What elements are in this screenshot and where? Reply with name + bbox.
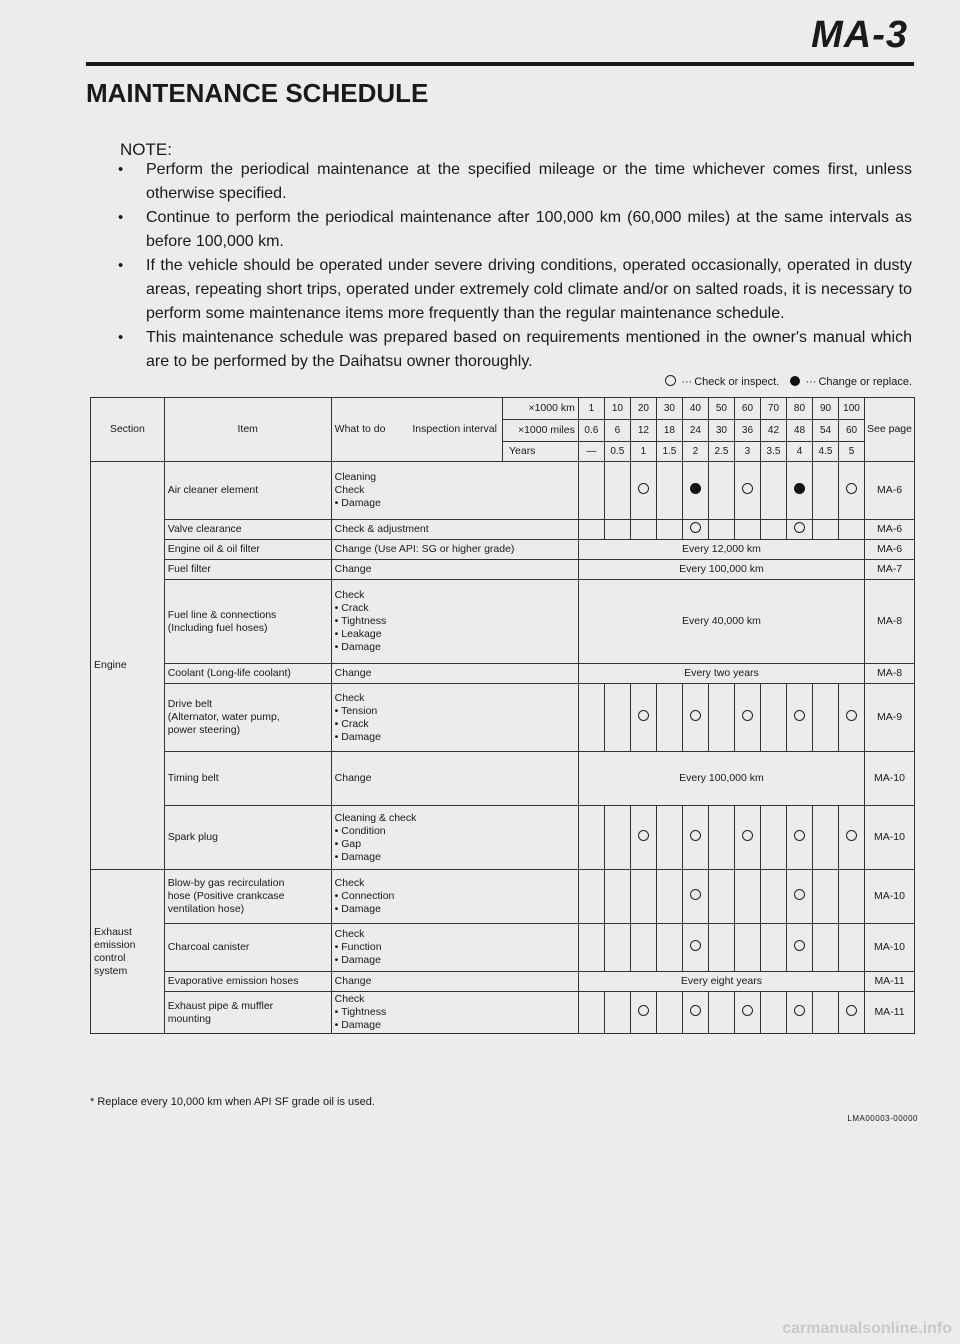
item-cell: Timing belt xyxy=(164,752,331,806)
years-value: 3 xyxy=(734,442,760,462)
check-circle-icon xyxy=(690,889,701,900)
see-page-cell: MA-6 xyxy=(865,520,915,540)
interval-mark-cell xyxy=(604,806,630,870)
interval-mark-cell xyxy=(708,924,734,972)
years-value: 2.5 xyxy=(708,442,734,462)
maintenance-schedule-table xyxy=(90,397,915,1034)
interval-mark-cell xyxy=(786,684,812,752)
note-item: • This maintenance schedule was prepared based on requirements mentioned in the owner's manual which are to be performed by the Daihatsu owner thoroughly. xyxy=(112,326,912,374)
interval-mark-cell xyxy=(734,520,760,540)
table-row xyxy=(91,752,915,806)
interval-mark-cell xyxy=(839,992,865,1034)
see-page-cell: MA-10 xyxy=(865,870,915,924)
interval-mark-cell xyxy=(813,870,839,924)
check-circle-icon xyxy=(638,710,649,721)
years-value: — xyxy=(578,442,604,462)
interval-mark-cell xyxy=(604,520,630,540)
item-cell: Engine oil & oil filter xyxy=(164,540,331,560)
item-cell: Air cleaner element xyxy=(164,462,331,520)
watermark: carmanualsonline.info xyxy=(782,1320,952,1337)
item-cell: Evaporative emission hoses xyxy=(164,972,331,992)
table-row xyxy=(91,924,915,972)
interval-mark-cell xyxy=(682,684,708,752)
interval-mark-cell xyxy=(760,462,786,520)
check-circle-icon xyxy=(846,483,857,494)
interval-mark-cell xyxy=(656,870,682,924)
miles-value: 24 xyxy=(682,420,708,442)
years-value: 3.5 xyxy=(760,442,786,462)
interval-mark-cell xyxy=(813,992,839,1034)
interval-mark-cell xyxy=(604,870,630,924)
check-circle-icon xyxy=(742,483,753,494)
interval-mark-cell xyxy=(839,806,865,870)
interval-mark-cell xyxy=(682,806,708,870)
interval-mark-cell xyxy=(734,684,760,752)
note-item: • If the vehicle should be operated under severe driving conditions, operated occasionally, operated in dusty areas, repeating short trips, operated under extremely cold climate and/or on salted roads, it is necessary to perform some maintenance items more frequently than the regular maintenance schedule. xyxy=(112,254,912,326)
miles-value: 30 xyxy=(708,420,734,442)
what-to-do-cell: Check • Crack • Tightness • Leakage • Damage xyxy=(331,580,578,664)
header-rule xyxy=(86,62,914,66)
interval-mark-cell xyxy=(656,806,682,870)
see-page-cell: MA-6 xyxy=(865,462,915,520)
item-cell: Spark plug xyxy=(164,806,331,870)
interval-mark-cell xyxy=(786,924,812,972)
table-row xyxy=(91,806,915,870)
years-value: 4 xyxy=(786,442,812,462)
interval-cell: Every two years xyxy=(578,664,864,684)
section-cell: Engine xyxy=(91,462,165,870)
see-page-cell: MA-10 xyxy=(865,752,915,806)
what-to-do-cell: Check • Tension • Crack • Damage xyxy=(331,684,578,752)
check-circle-icon xyxy=(794,830,805,841)
interval-mark-cell xyxy=(578,924,604,972)
check-circle-icon xyxy=(638,483,649,494)
interval-mark-cell xyxy=(786,992,812,1034)
interval-mark-cell xyxy=(708,806,734,870)
table-row xyxy=(91,520,915,540)
replace-circle-icon xyxy=(794,483,805,494)
interval-mark-cell xyxy=(813,520,839,540)
notes-list xyxy=(112,158,912,374)
item-cell: Charcoal canister xyxy=(164,924,331,972)
check-circle-icon xyxy=(794,889,805,900)
open-circle-icon xyxy=(665,375,676,386)
interval-mark-cell xyxy=(734,462,760,520)
interval-cell: Every 100,000 km xyxy=(578,752,864,806)
interval-mark-cell xyxy=(604,462,630,520)
interval-mark-cell xyxy=(682,462,708,520)
what-to-do-cell: Cleaning Check • Damage xyxy=(331,462,578,520)
table-row xyxy=(91,870,915,924)
interval-mark-cell xyxy=(813,806,839,870)
what-to-do-cell: Change xyxy=(331,752,578,806)
interval-mark-cell xyxy=(760,520,786,540)
interval-mark-cell xyxy=(708,520,734,540)
interval-mark-cell xyxy=(578,870,604,924)
check-circle-icon xyxy=(794,1005,805,1016)
interval-mark-cell xyxy=(786,462,812,520)
interval-mark-cell xyxy=(578,520,604,540)
see-page-cell: MA-11 xyxy=(865,992,915,1034)
interval-mark-cell xyxy=(604,992,630,1034)
interval-mark-cell xyxy=(630,870,656,924)
what-to-do-cell: Check • Connection • Damage xyxy=(331,870,578,924)
years-value: 1.5 xyxy=(656,442,682,462)
what-to-do-cell: Change xyxy=(331,560,578,580)
interval-mark-cell xyxy=(656,462,682,520)
interval-cell: Every 40,000 km xyxy=(578,580,864,664)
interval-mark-cell xyxy=(813,462,839,520)
years-value: 0.5 xyxy=(604,442,630,462)
see-page-cell: MA-9 xyxy=(865,684,915,752)
interval-mark-cell xyxy=(604,924,630,972)
interval-mark-cell xyxy=(656,924,682,972)
header-what-to-do: What to do Inspection interval xyxy=(331,398,502,462)
filled-circle-icon xyxy=(790,376,800,386)
interval-mark-cell xyxy=(708,462,734,520)
item-cell: Valve clearance xyxy=(164,520,331,540)
km-value: 90 xyxy=(813,398,839,420)
table-row xyxy=(91,560,915,580)
interval-mark-cell xyxy=(760,684,786,752)
check-circle-icon xyxy=(638,830,649,841)
interval-mark-cell xyxy=(839,684,865,752)
interval-mark-cell xyxy=(734,806,760,870)
miles-value: 18 xyxy=(656,420,682,442)
item-cell: Drive belt (Alternator, water pump, power steering) xyxy=(164,684,331,752)
miles-value: 12 xyxy=(630,420,656,442)
interval-mark-cell xyxy=(630,806,656,870)
check-circle-icon xyxy=(690,1005,701,1016)
km-value: 30 xyxy=(656,398,682,420)
check-circle-icon xyxy=(794,522,805,533)
table-row xyxy=(91,972,915,992)
interval-mark-cell xyxy=(734,870,760,924)
header-see-page: See page xyxy=(865,398,915,462)
interval-mark-cell xyxy=(630,520,656,540)
section-cell: Exhaust emission control system xyxy=(91,870,165,1034)
miles-value: 6 xyxy=(604,420,630,442)
see-page-cell: MA-7 xyxy=(865,560,915,580)
legend xyxy=(663,375,912,388)
interval-mark-cell xyxy=(786,806,812,870)
interval-mark-cell xyxy=(604,684,630,752)
table-row xyxy=(91,462,915,520)
item-cell: Coolant (Long-life coolant) xyxy=(164,664,331,684)
years-value: 2 xyxy=(682,442,708,462)
table-row xyxy=(91,580,915,664)
interval-mark-cell xyxy=(760,924,786,972)
interval-mark-cell xyxy=(578,992,604,1034)
km-value: 100 xyxy=(839,398,865,420)
interval-mark-cell xyxy=(656,684,682,752)
what-to-do-cell: Check & adjustment xyxy=(331,520,578,540)
km-value: 40 xyxy=(682,398,708,420)
interval-mark-cell xyxy=(839,870,865,924)
footnote: * Replace every 10,000 km when API SF grade oil is used. xyxy=(90,1096,375,1108)
interval-mark-cell xyxy=(734,924,760,972)
check-circle-icon xyxy=(690,522,701,533)
page-code: MA-3 xyxy=(811,14,908,56)
see-page-cell: MA-8 xyxy=(865,580,915,664)
what-to-do-cell: Check • Tightness • Damage xyxy=(331,992,578,1034)
item-cell: Exhaust pipe & muffler mounting xyxy=(164,992,331,1034)
header-item: Item xyxy=(164,398,331,462)
interval-mark-cell xyxy=(786,870,812,924)
note-item: • Perform the periodical maintenance at the specified mileage or the time whichever comes first, unless otherwise specified. xyxy=(112,158,912,206)
check-circle-icon xyxy=(794,710,805,721)
table-row xyxy=(91,664,915,684)
interval-cell: Every 100,000 km xyxy=(578,560,864,580)
check-circle-icon xyxy=(742,830,753,841)
interval-mark-cell xyxy=(839,462,865,520)
interval-mark-cell xyxy=(839,924,865,972)
legend-check: ··· Check or inspect. xyxy=(681,376,780,388)
replace-circle-icon xyxy=(690,483,701,494)
header-years-label: Years xyxy=(502,442,578,462)
interval-mark-cell xyxy=(656,520,682,540)
miles-value: 42 xyxy=(760,420,786,442)
what-to-do-cell: Change xyxy=(331,664,578,684)
table-row xyxy=(91,540,915,560)
check-circle-icon xyxy=(742,710,753,721)
see-page-cell: MA-10 xyxy=(865,806,915,870)
years-value: 1 xyxy=(630,442,656,462)
header-km-label: ×1000 km xyxy=(502,398,578,420)
interval-mark-cell xyxy=(682,924,708,972)
interval-mark-cell xyxy=(708,684,734,752)
interval-mark-cell xyxy=(760,870,786,924)
what-to-do-cell: Check • Function • Damage xyxy=(331,924,578,972)
check-circle-icon xyxy=(794,940,805,951)
check-circle-icon xyxy=(690,940,701,951)
interval-cell: Every eight years xyxy=(578,972,864,992)
table-row xyxy=(91,992,915,1034)
what-to-do-cell: Change xyxy=(331,972,578,992)
page-title: MAINTENANCE SCHEDULE xyxy=(86,78,429,108)
legend-change: ··· Change or replace. xyxy=(805,376,912,388)
table-row xyxy=(91,684,915,752)
interval-mark-cell xyxy=(656,992,682,1034)
interval-mark-cell xyxy=(682,992,708,1034)
interval-mark-cell xyxy=(578,684,604,752)
header-miles-label: ×1000 miles xyxy=(502,420,578,442)
interval-mark-cell xyxy=(682,520,708,540)
check-circle-icon xyxy=(638,1005,649,1016)
miles-value: 36 xyxy=(734,420,760,442)
note-item: • Continue to perform the periodical maintenance after 100,000 km (60,000 miles) at the same intervals as before 100,000 km. xyxy=(112,206,912,254)
interval-mark-cell xyxy=(708,992,734,1034)
check-circle-icon xyxy=(690,830,701,841)
years-value: 4.5 xyxy=(813,442,839,462)
interval-mark-cell xyxy=(578,462,604,520)
km-value: 1 xyxy=(578,398,604,420)
interval-mark-cell xyxy=(760,806,786,870)
interval-mark-cell xyxy=(786,520,812,540)
check-circle-icon xyxy=(846,1005,857,1016)
km-value: 60 xyxy=(734,398,760,420)
interval-mark-cell xyxy=(708,870,734,924)
check-circle-icon xyxy=(846,830,857,841)
interval-mark-cell xyxy=(813,684,839,752)
interval-mark-cell xyxy=(630,462,656,520)
interval-mark-cell xyxy=(760,992,786,1034)
miles-value: 60 xyxy=(839,420,865,442)
interval-mark-cell xyxy=(630,684,656,752)
item-cell: Blow-by gas recirculation hose (Positive crankcase ventilation hose) xyxy=(164,870,331,924)
km-value: 10 xyxy=(604,398,630,420)
item-cell: Fuel filter xyxy=(164,560,331,580)
check-circle-icon xyxy=(742,1005,753,1016)
km-value: 50 xyxy=(708,398,734,420)
check-circle-icon xyxy=(690,710,701,721)
item-cell: Fuel line & connections (Including fuel hoses) xyxy=(164,580,331,664)
header-section: Section xyxy=(91,398,165,462)
interval-cell: Every 12,000 km xyxy=(578,540,864,560)
km-value: 70 xyxy=(760,398,786,420)
what-to-do-cell: Change (Use API: SG or higher grade) xyxy=(331,540,578,560)
see-page-cell: MA-8 xyxy=(865,664,915,684)
see-page-cell: MA-11 xyxy=(865,972,915,992)
miles-value: 0.6 xyxy=(578,420,604,442)
see-page-cell: MA-10 xyxy=(865,924,915,972)
years-value: 5 xyxy=(839,442,865,462)
see-page-cell: MA-6 xyxy=(865,540,915,560)
km-value: 20 xyxy=(630,398,656,420)
interval-mark-cell xyxy=(682,870,708,924)
miles-value: 48 xyxy=(786,420,812,442)
header-row-km xyxy=(91,398,915,420)
interval-mark-cell xyxy=(630,924,656,972)
interval-mark-cell xyxy=(734,992,760,1034)
interval-mark-cell xyxy=(630,992,656,1034)
note-label: NOTE: xyxy=(120,140,172,159)
check-circle-icon xyxy=(846,710,857,721)
interval-mark-cell xyxy=(578,806,604,870)
what-to-do-cell: Cleaning & check • Condition • Gap • Damage xyxy=(331,806,578,870)
interval-mark-cell xyxy=(839,520,865,540)
miles-value: 54 xyxy=(813,420,839,442)
document-id: LMA00003-00000 xyxy=(847,1114,918,1123)
km-value: 80 xyxy=(786,398,812,420)
interval-mark-cell xyxy=(813,924,839,972)
